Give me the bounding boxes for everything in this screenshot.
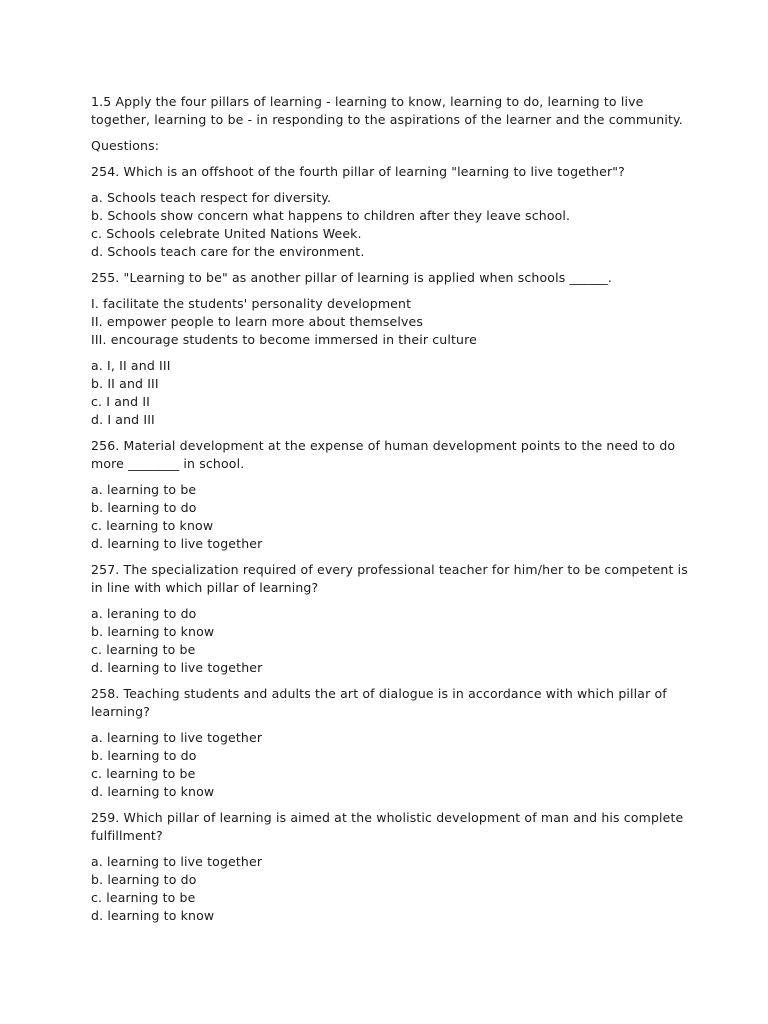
statement-i: I. facilitate the students' personality development	[91, 296, 412, 311]
option-a: a. learning to live together	[91, 730, 263, 745]
option-c: c. learning to know	[91, 518, 214, 533]
option-b: b. learning to do	[91, 500, 197, 515]
option-b: b. learning to do	[91, 872, 197, 887]
question-stem: 259. Which pillar of learning is aimed at the wholistic development of man and his complete fulfillment?	[91, 810, 684, 843]
option-c: c. learning to be	[91, 642, 196, 657]
options-list	[91, 729, 691, 801]
option-b: b. Schools show concern what happens to children after they leave school.	[91, 208, 571, 223]
question-259	[91, 809, 691, 925]
option-a: a. Schools teach respect for diversity.	[91, 190, 332, 205]
question-258	[91, 685, 691, 801]
question-stem: 255. "Learning to be" as another pillar of learning is applied when schools ______.	[91, 270, 613, 285]
question-255	[91, 269, 691, 429]
question-stem: 258. Teaching students and adults the art of dialogue is in accordance with which pillar of learning?	[91, 686, 667, 719]
option-c: c. Schools celebrate United Nations Week.	[91, 226, 362, 241]
question-stem: 256. Material development at the expense of human development points to the need to do more ________ in school.	[91, 438, 676, 471]
option-d: d. I and III	[91, 412, 155, 427]
option-a: a. I, II and III	[91, 358, 171, 373]
section-intro: 1.5 Apply the four pillars of learning - learning to know, learning to do, learning to live together, learning to be - in responding to the aspirations of the learner and the community.	[91, 94, 683, 127]
option-c: c. learning to be	[91, 890, 196, 905]
options-list	[91, 853, 691, 925]
option-d: d. learning to live together	[91, 536, 263, 551]
document-page	[91, 93, 691, 933]
statements-list	[91, 295, 691, 349]
statement-iii: III. encourage students to become immersed in their culture	[91, 332, 477, 347]
question-254	[91, 163, 691, 261]
option-a: a. leraning to do	[91, 606, 197, 621]
option-b: b. learning to do	[91, 748, 197, 763]
option-d: d. learning to know	[91, 908, 215, 923]
options-list	[91, 481, 691, 553]
option-d: d. learning to live together	[91, 660, 263, 675]
option-b: b. learning to know	[91, 624, 215, 639]
option-d: d. learning to know	[91, 784, 215, 799]
question-256	[91, 437, 691, 553]
options-list	[91, 605, 691, 677]
option-b: b. II and III	[91, 376, 159, 391]
options-list	[91, 357, 691, 429]
options-list	[91, 189, 691, 261]
question-stem: 254. Which is an offshoot of the fourth pillar of learning "learning to live together"?	[91, 164, 625, 179]
option-c: c. I and II	[91, 394, 150, 409]
question-257	[91, 561, 691, 677]
option-a: a. learning to live together	[91, 854, 263, 869]
statement-ii: II. empower people to learn more about themselves	[91, 314, 424, 329]
option-c: c. learning to be	[91, 766, 196, 781]
questions-heading: Questions:	[91, 138, 160, 153]
option-d: d. Schools teach care for the environment.	[91, 244, 365, 259]
option-a: a. learning to be	[91, 482, 197, 497]
question-stem: 257. The specialization required of every professional teacher for him/her to be competent is in line with which pillar of learning?	[91, 562, 688, 595]
